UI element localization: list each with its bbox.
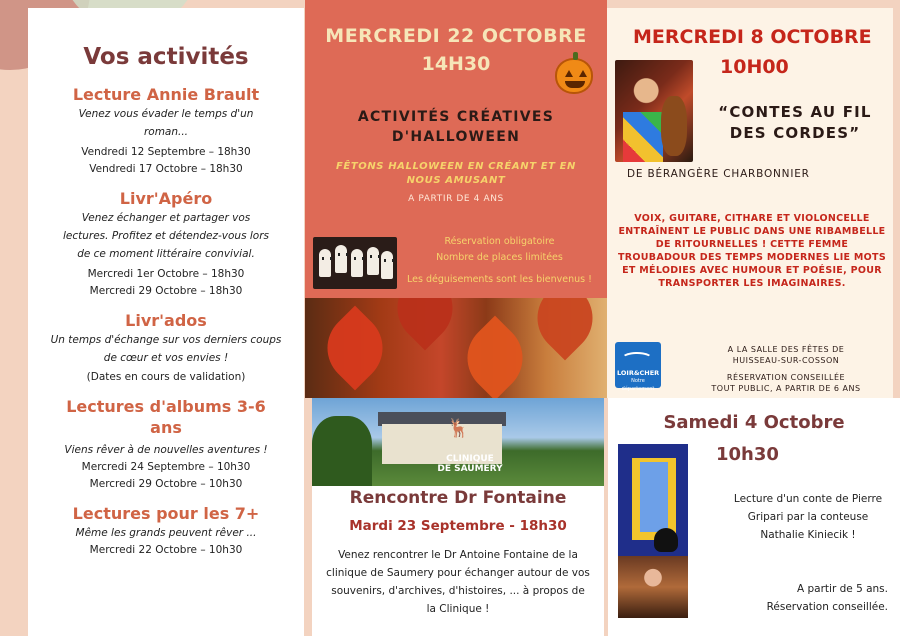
places-note: Nombre de places limitées: [436, 252, 563, 263]
clinic-photo: [312, 398, 604, 486]
activity-date: Mercredi 29 Octobre – 18h30: [89, 285, 243, 297]
activity-title: Livr'ados: [125, 311, 207, 330]
activity-date: Vendredi 17 Octobre – 18h30: [89, 163, 243, 175]
event-date: Samedi 4 Octobre: [663, 412, 845, 433]
ghost-craft-image: [313, 237, 397, 289]
activity-date: Mercredi 1er Octobre – 18h30: [87, 268, 245, 280]
event-reservation: RÉSERVATION CONSEILLÉE TOUT PUBLIC, A PARTIR DE 6 ANS: [711, 373, 861, 393]
event-date: MERCREDI 8 OCTOBRE: [633, 26, 872, 48]
clinic-brand: CLINIQUE DE SAUMERY: [437, 454, 503, 474]
deer-antler-icon: 🦌: [447, 418, 470, 439]
event-title: Rencontre Dr Fontaine: [349, 488, 567, 508]
performer-photo: [615, 60, 693, 162]
autumn-leaves-image: [305, 298, 607, 398]
activity-description: Un temps d'échange sur vos derniers coups de cœur et vos envies !: [50, 334, 282, 364]
event-description: VOIX, GUITARE, CITHARE ET VIOLONCELLE ENTRAÎNENT LE PUBLIC DANS UNE RIBAMBELLE DE RITOURNELLES ! CETTE FEMME TROUBADOUR DES TEMPS MODERNES LIE MOTS ET MÉLODIES AVEC HUMOUR ET POÉSIE, POUR TRANSPORTER LES IMAGINAIRES.: [618, 213, 886, 289]
event-info: [397, 234, 602, 288]
activity-date: Mercredi 22 Octobre – 10h30: [89, 544, 243, 556]
activities-column: [28, 8, 304, 636]
event-venue: A LA SALLE DES FÊTES DE HUISSEAU-SUR-COSSON: [727, 345, 845, 365]
event-description: Lecture d'un conte de Pierre Gripari par la conteuse Nathalie Kiniecik !: [733, 493, 883, 541]
event-time: 10H00: [720, 56, 789, 78]
activity-title: Lectures d'albums 3-6 ans: [66, 397, 266, 437]
book-cover-image: [618, 444, 688, 556]
halloween-event: [305, 0, 607, 298]
activity-livr-apero: [28, 188, 304, 300]
costume-note: Les déguisements sont les bienvenus !: [407, 274, 592, 285]
activity-date: (Dates en cours de validation): [86, 371, 246, 383]
activity-date: Vendredi 12 Septembre – 18h30: [81, 146, 251, 158]
event-time: 10h30: [716, 444, 779, 465]
loir-et-cher-logo: LOIR&CHER Notre département: [615, 342, 661, 388]
reservation-note: Réservation obligatoire: [444, 236, 555, 247]
event-author: DE BÉRANGÈRE CHARBONNIER: [627, 168, 810, 180]
event-age: A PARTIR DE 4 ANS: [408, 194, 504, 204]
activity-date: Mercredi 24 Septembre – 10h30: [81, 461, 251, 473]
activity-title: Livr'Apéro: [119, 189, 213, 208]
event-date: Mardi 23 Septembre - 18h30: [349, 518, 567, 534]
event-title: “CONTES AU FIL DES CORDES”: [718, 103, 872, 142]
event-note: A partir de 5 ans. Réservation conseillée.: [766, 583, 888, 613]
page-title: Vos activités: [83, 44, 249, 70]
event-time: 14H30: [421, 53, 491, 75]
activity-date: Mercredi 29 Octobre – 10h30: [89, 478, 243, 490]
pumpkin-icon: [555, 58, 593, 94]
activity-lectures-albums: [28, 396, 304, 493]
samedi-event: [608, 398, 900, 636]
activity-lectures-7plus: [28, 503, 304, 559]
activity-title: Lectures pour les 7+: [72, 504, 260, 523]
activity-livr-ados: [28, 310, 304, 386]
activity-description: Viens rêver à de nouvelles aventures !: [64, 444, 268, 456]
event-subtitle: FÊTONS HALLOWEEN EN CRÉANT ET EN NOUS AMUSANT: [335, 161, 577, 186]
rencontre-event: [312, 398, 604, 636]
contes-event: [607, 8, 893, 398]
activity-description: Venez vous évader le temps d'un roman...: [78, 108, 254, 138]
storyteller-photo: [618, 556, 688, 618]
activity-title: Lecture Annie Brault: [72, 85, 260, 104]
activity-lecture-annie-brault: [28, 84, 304, 178]
activity-description: Même les grands peuvent rêver ...: [75, 527, 257, 539]
event-description: Venez rencontrer le Dr Antoine Fontaine de la clinique de Saumery pour échanger autour de vos souvenirs, d'archives, d'histoires, ... à propos de la Clinique !: [326, 549, 590, 615]
event-date: MERCREDI 22 OCTOBRE: [325, 25, 587, 47]
activity-description: Venez échanger et partager vos lectures. Profitez et détendez-vous lors de ce moment littéraire convivial.: [62, 212, 270, 260]
event-title: ACTIVITÉS CRÉATIVES D'HALLOWEEN: [357, 109, 555, 145]
